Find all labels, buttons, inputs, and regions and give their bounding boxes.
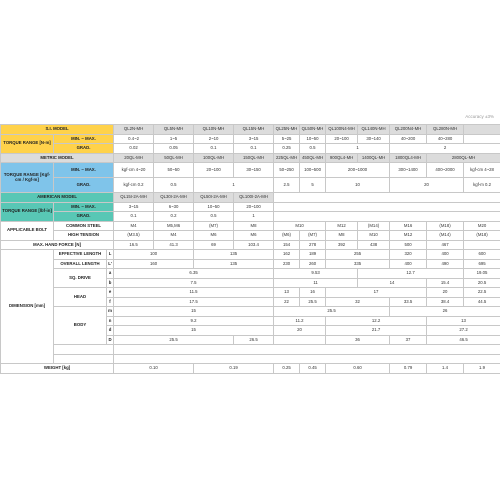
dim-cell: 16: [300, 288, 326, 298]
grad-cell: 0.25: [274, 144, 300, 154]
model-cell: QL30I-2A-MH: [154, 193, 194, 203]
grad-cell: 5: [300, 178, 326, 193]
min-max-label: MIN. ~ MAX.: [54, 134, 114, 144]
range-cell: 200~1000: [326, 163, 390, 178]
range-cell: 300~1400: [390, 163, 427, 178]
range-cell: 20~100: [326, 134, 358, 144]
metric-grad-row: [1, 178, 500, 193]
grad-cell: 2: [390, 144, 500, 154]
grad-cell: 0.5: [194, 212, 234, 222]
model-cell: QL25N-MH: [274, 125, 300, 135]
dim-cell-blank: [274, 335, 326, 345]
common-steel-row: [1, 221, 500, 231]
model-cell: 2800QL-MH: [427, 153, 500, 163]
dim-cell: 7.5: [114, 278, 274, 288]
effective-length-row: [1, 250, 500, 260]
force-cell: 69: [194, 240, 234, 250]
dim-cell: 22.5: [464, 288, 500, 298]
range-cell: 40~280: [427, 134, 464, 144]
dim-cell: 12.2: [326, 316, 427, 326]
sym-L2: L': [107, 259, 114, 269]
dim-cell: 335: [326, 259, 390, 269]
si-grad-row: [1, 144, 500, 154]
model-cell: QL50N-MH: [300, 125, 326, 135]
grad-cell: 20: [390, 178, 464, 193]
american-grad-row: [1, 212, 500, 222]
sq-drive-label: SQ. DRIVE: [54, 269, 107, 288]
grad-cell: 0.1: [114, 212, 154, 222]
head-label: HEAD: [54, 288, 107, 307]
dim-cell: 320: [390, 250, 427, 260]
range-cell-blank: [464, 134, 500, 144]
dim-cell: 230: [274, 259, 300, 269]
range-cell: 50~50: [154, 163, 194, 178]
metric-model-row: [1, 153, 500, 163]
grad-cell: 1: [326, 144, 390, 154]
model-cell: 20QL-MH: [114, 153, 154, 163]
min-max-label: MIN. ~ MAX.: [54, 202, 114, 212]
bolt-cell: (M6): [274, 231, 300, 241]
torque-wrench-spec-sheet: [0, 124, 500, 376]
range-cell: 20~100: [194, 163, 234, 178]
american-model-label: AMERICAN MODEL: [1, 193, 114, 203]
bolt-cell: (M7): [194, 221, 234, 231]
dim-cell: 36: [326, 335, 390, 345]
high-tension-row: [1, 231, 500, 241]
dim-cell: 9.53: [274, 269, 358, 279]
dim-cell: 260: [300, 259, 326, 269]
grad-cell: 2.5: [274, 178, 300, 193]
force-cell: 154: [274, 240, 300, 250]
american-range-row: [1, 202, 500, 212]
dim-cell: 33.5: [390, 297, 427, 307]
dim-cell: 6.35: [114, 269, 274, 279]
grad-cell: 0.2: [154, 212, 194, 222]
range-cell: 10~50: [300, 134, 326, 144]
dim-cell: 9.2: [114, 316, 274, 326]
dim-cell: 13: [427, 316, 500, 326]
range-cell: 6~30: [154, 202, 194, 212]
dim-cell: 25.5: [274, 307, 390, 317]
weight-cell: 1.4: [427, 364, 464, 374]
torque-range-kgf-label: TORQUE RANGE [Kgf-cm / Kgf-m]: [1, 163, 54, 193]
min-max-label: MIN. ~ MAX.: [54, 163, 114, 178]
dim-cell: 400: [427, 250, 464, 260]
sym-D: D: [107, 335, 114, 345]
dim-cell: 255: [326, 250, 390, 260]
grad-cell: 1: [234, 212, 274, 222]
dim-cell: 100: [114, 250, 194, 260]
force-cell-blank: [464, 240, 500, 250]
dim-cell: 17: [326, 288, 427, 298]
dim-cell: 162: [274, 250, 300, 260]
dim-cell: 15: [114, 326, 274, 336]
metric-range-row: [1, 163, 500, 178]
sym-n: n: [107, 316, 114, 326]
overall-length-row: [1, 259, 500, 269]
bolt-cell: M10: [274, 221, 326, 231]
model-cell: QL15I-2A-MH: [114, 193, 154, 203]
accuracy-note: Accuracy ±3%: [465, 114, 494, 119]
dim-cell: 600: [464, 250, 500, 260]
model-cell: QL100I-2A-MH: [234, 193, 274, 203]
model-cell: 50QL-MH: [154, 153, 194, 163]
bolt-cell: M20: [464, 221, 500, 231]
grad-cell: 0.05: [154, 144, 194, 154]
dim-cell: 19.05: [464, 269, 500, 279]
dim-cell: 160: [114, 259, 194, 269]
dim-cell: 695: [464, 259, 500, 269]
model-cell: QL140N-MH: [358, 125, 390, 135]
dim-cell: 27.2: [427, 326, 500, 336]
dim-cell: 25.5: [114, 335, 234, 345]
sym-m: m: [107, 307, 114, 317]
range-cell: kgf-cm 4~20: [114, 163, 154, 178]
bolt-cell: M5,M6: [154, 221, 194, 231]
model-cell: 100QL-MH: [194, 153, 234, 163]
weight-cell: 0.45: [300, 364, 326, 374]
range-cell: 40~200: [390, 134, 427, 144]
dim-cell: 25.5: [300, 297, 326, 307]
dim-cell: 11.5: [114, 288, 274, 298]
torque-range-nm-label: TORQUE RANGE [N-m]: [1, 134, 54, 153]
weight-label: WEIGHT [kg]: [1, 364, 114, 374]
model-cell-blank: [464, 125, 500, 135]
dimension-spacer-row-1: [1, 345, 500, 355]
dim-cell: 26.5: [234, 335, 274, 345]
model-cell: 1800QL4-MH: [390, 153, 427, 163]
force-cell: 438: [358, 240, 390, 250]
weight-cell: 0.10: [114, 364, 194, 374]
blank-cell: [274, 193, 500, 203]
dim-cell: 21.7: [326, 326, 427, 336]
force-cell: 41.3: [154, 240, 194, 250]
grad-cell: 10: [326, 178, 390, 193]
grad-cell: 1: [194, 178, 274, 193]
force-cell: 500: [390, 240, 427, 250]
force-cell: 103.4: [234, 240, 274, 250]
dim-cell: 189: [300, 250, 326, 260]
bolt-cell: (M18): [464, 231, 500, 241]
grad-label: GRAD.: [54, 144, 114, 154]
dimension-label: DIMENSION [mm]: [1, 250, 54, 364]
model-cell: 225QL-MH: [274, 153, 300, 163]
dim-cell: 44.5: [464, 297, 500, 307]
force-cell: 467: [427, 240, 464, 250]
dim-cell: 37: [390, 335, 427, 345]
grad-cell: kgf-cm 0.2: [114, 178, 154, 193]
force-cell: 278: [300, 240, 326, 250]
bolt-cell: M4: [114, 221, 154, 231]
overall-length-label: OVERALL LENGTH: [54, 259, 107, 269]
dim-cell: 11.2: [274, 316, 326, 326]
body-label: BODY: [54, 307, 107, 345]
metric-model-label: METRIC MODEL: [1, 153, 114, 163]
blank-cell: [114, 354, 500, 364]
sym-f: f: [107, 297, 114, 307]
dim-cell: 32: [326, 297, 390, 307]
model-cell: QL2N-MH: [114, 125, 154, 135]
dim-cell: 490: [427, 259, 464, 269]
range-cell: 10~50: [194, 202, 234, 212]
blank-cell: [274, 202, 500, 212]
weight-cell: 0.79: [390, 364, 427, 374]
weight-cell: 0.25: [274, 364, 300, 374]
sym-L: L: [107, 250, 114, 260]
dim-cell: 14: [358, 278, 427, 288]
bolt-cell: M12: [390, 231, 427, 241]
force-cell: 16.5: [114, 240, 154, 250]
weight-cell: 1.9: [464, 364, 500, 374]
si-model-label: S.I. MODEL: [1, 125, 114, 135]
weight-cell: 0.19: [194, 364, 274, 374]
bolt-cell: M6: [234, 231, 274, 241]
sym-e: e: [107, 288, 114, 298]
range-cell: 0.4~2: [114, 134, 154, 144]
dim-cell: 26: [390, 307, 500, 317]
model-cell: QL50I-2A-MH: [194, 193, 234, 203]
sym-b: b: [107, 278, 114, 288]
range-cell: kgf-cm 4~28: [464, 163, 500, 178]
dim-cell: 20: [274, 326, 326, 336]
dim-cell: 13: [274, 288, 300, 298]
head-e-row: [1, 288, 500, 298]
range-cell: 3~15: [114, 202, 154, 212]
blank-cell: [274, 212, 500, 222]
model-cell: QL10N-MH: [194, 125, 234, 135]
range-cell: 30~150: [234, 163, 274, 178]
bolt-cell: (M18): [427, 221, 464, 231]
dim-cell: 135: [194, 259, 274, 269]
range-cell: 3~15: [234, 134, 274, 144]
dim-cell: 400: [390, 259, 427, 269]
range-cell: 1~5: [154, 134, 194, 144]
american-model-row: [1, 193, 500, 203]
sym-d: d: [107, 326, 114, 336]
applicable-bolt-label: APPLICABLE BOLT: [1, 221, 54, 240]
bolt-cell: (M3.5): [114, 231, 154, 241]
bolt-cell: M10: [358, 231, 390, 241]
dim-cell: 20: [427, 288, 464, 298]
model-cell: QL100N4-MH: [326, 125, 358, 135]
range-cell: 50~250: [274, 163, 300, 178]
range-cell: 30~140: [358, 134, 390, 144]
grad-label: GRAD.: [54, 212, 114, 222]
grad-label: GRAD.: [54, 178, 114, 193]
blank-cell: [54, 354, 114, 364]
dim-cell: 12.7: [358, 269, 464, 279]
model-cell: 450QL-MH: [300, 153, 326, 163]
blank-cell: [54, 345, 114, 355]
bolt-cell: M12: [326, 221, 358, 231]
range-cell: 2~10: [194, 134, 234, 144]
hand-force-row: [1, 240, 500, 250]
sym-a: a: [107, 269, 114, 279]
bolt-cell: M6: [194, 231, 234, 241]
force-cell: 392: [326, 240, 358, 250]
dim-cell: 11: [274, 278, 358, 288]
max-hand-force-label: MAX. HAND FORCE [N]: [1, 240, 114, 250]
body-m-row: [1, 307, 500, 317]
dimension-spacer-row-2: [1, 354, 500, 364]
bolt-cell: (M14): [358, 221, 390, 231]
grad-cell: 0.1: [194, 144, 234, 154]
bolt-cell: M4: [154, 231, 194, 241]
weight-cell: 0.60: [326, 364, 390, 374]
dim-cell: 15: [114, 307, 274, 317]
model-cell: 150QL-MH: [234, 153, 274, 163]
dim-cell: 135: [194, 250, 274, 260]
grad-cell: 0.5: [154, 178, 194, 193]
range-cell: 5~25: [274, 134, 300, 144]
model-cell: 900QL4-MH: [326, 153, 358, 163]
model-cell: QL200N4-MH: [390, 125, 427, 135]
torque-range-lbf-label: TORQUE RANGE [lbf-in]: [1, 202, 54, 221]
range-cell: 100~500: [300, 163, 326, 178]
dim-cell: 22: [274, 297, 300, 307]
effective-length-label: EFFECTIVE LENGTH: [54, 250, 107, 260]
grad-cell: 0.02: [114, 144, 154, 154]
sq-drive-a-row: [1, 269, 500, 279]
blank-cell: [114, 345, 500, 355]
model-cell: QL280N-MH: [427, 125, 464, 135]
grad-cell: 0.5: [300, 144, 326, 154]
bolt-cell: M16: [390, 221, 427, 231]
model-cell: QL5N-MH: [154, 125, 194, 135]
model-cell: 1400QL-MH: [358, 153, 390, 163]
dim-cell: 20.5: [464, 278, 500, 288]
spec-table: [0, 124, 500, 374]
dim-cell: 46.5: [427, 335, 500, 345]
bolt-cell: M8: [234, 221, 274, 231]
range-cell: 400~2000: [427, 163, 464, 178]
range-cell: 20~100: [234, 202, 274, 212]
grad-cell: 0.1: [234, 144, 274, 154]
bolt-cell: M8: [326, 231, 358, 241]
si-range-row: [1, 134, 500, 144]
dim-cell: 15.4: [427, 278, 464, 288]
bolt-cell: (M7): [300, 231, 326, 241]
dim-cell: 38.4: [427, 297, 464, 307]
common-steel-label: COMMON STEEL: [54, 221, 114, 231]
dim-cell: 17.5: [114, 297, 274, 307]
weight-row: [1, 364, 500, 374]
model-cell: QL15N-MH: [234, 125, 274, 135]
grad-cell: kgf-m 0.2: [464, 178, 500, 193]
bolt-cell: (M14): [427, 231, 464, 241]
high-tension-label: HIGH TENSION: [54, 231, 114, 241]
si-model-row: [1, 125, 500, 135]
